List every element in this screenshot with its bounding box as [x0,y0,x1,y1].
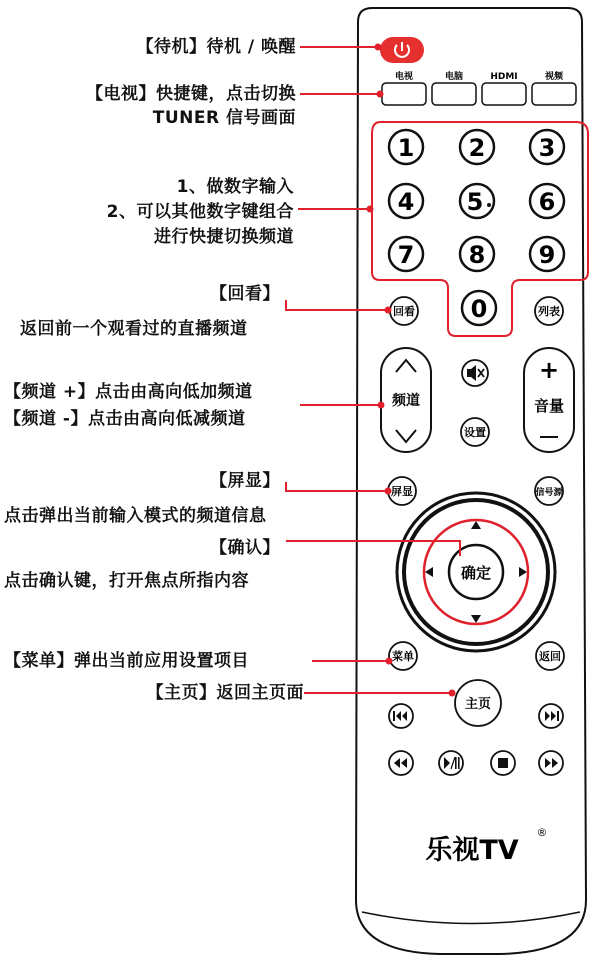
digit-button-2[interactable] [460,130,494,164]
mute-button[interactable] [462,360,488,386]
play-pause-button[interactable] [439,751,463,775]
svg-text:确定: 确定 [460,564,492,582]
home-button[interactable] [455,680,501,726]
svg-text:4: 4 [397,188,415,216]
channel-up-annotation: 【频道 +】点击由高向低加频道 [4,382,253,402]
video-key[interactable] [532,83,576,105]
svg-text:1: 1 [397,134,415,162]
ok-annotation-desc: 点击确认键，打开焦点所指内容 [4,571,249,591]
stop-icon [498,758,508,768]
ok-annotation: 【确认】 [210,538,280,558]
svg-text:主页: 主页 [464,697,492,712]
next-button[interactable] [539,704,563,728]
power-button[interactable] [380,37,424,63]
standby-annotation: 【待机】待机 / 唤醒 [136,37,296,57]
digit-button-0[interactable] [462,291,496,325]
volume-rocker[interactable] [524,348,574,452]
svg-text:3: 3 [538,134,556,162]
hdmi-key[interactable] [482,83,526,105]
digit-button-7[interactable] [389,237,423,271]
digit-button-4[interactable] [389,184,423,218]
replay-button[interactable] [390,297,418,325]
channel-label: 频道 [392,393,420,409]
tv-key-label: 电视 [394,72,414,82]
display-annotation: 【屏显】 [210,471,280,491]
rewind-button[interactable] [389,751,413,775]
svg-text:列表: 列表 [538,305,560,318]
digit-button-5[interactable] [460,184,494,218]
settings-button[interactable] [461,418,489,446]
home-annotation: 【主页】返回主页面 [146,683,304,703]
svg-text:0: 0 [470,295,488,323]
svg-text:菜单: 菜单 [392,650,414,663]
display-button[interactable] [388,477,416,505]
back-button[interactable] [536,642,564,670]
svg-text:8: 8 [468,241,486,269]
fast-forward-button[interactable] [539,751,563,775]
svg-text:信号源: 信号源 [535,488,563,498]
svg-text:6: 6 [538,188,556,216]
svg-text:5: 5 [466,188,484,216]
tv-key-annotation: 【电视】快捷键，点击切换 [86,84,296,104]
brand-logo: 乐视TV [425,835,519,866]
source-button[interactable] [535,477,563,505]
volume-label: 音量 [533,397,565,415]
list-button[interactable] [535,297,563,325]
ok-button[interactable] [449,545,503,599]
digit-button-6[interactable] [530,184,564,218]
hdmi-key-label: HDMI [490,72,518,82]
registered-mark: ® [536,826,548,839]
display-annotation-desc: 点击弹出当前输入模式的频道信息 [4,506,267,526]
digits-annotation-1: 1、做数字输入 [176,177,294,197]
digit-button-3[interactable] [530,130,564,164]
svg-text:2: 2 [468,134,486,162]
svg-text:屏显: 屏显 [391,485,413,498]
digit-button-9[interactable] [530,237,564,271]
tv-key[interactable] [382,83,426,105]
digit-button-1[interactable] [389,130,423,164]
replay-annotation: 【回看】 [210,284,280,304]
tv-key-annotation-desc: TUNER 信号画面 [152,108,296,128]
video-key-label: 视频 [544,72,564,82]
volume-plus: + [538,356,560,384]
stop-button[interactable] [491,751,515,775]
pc-key-label: 电脑 [444,72,464,82]
channel-rocker[interactable] [381,348,431,452]
pc-key[interactable] [432,83,476,105]
svg-text:返回: 返回 [539,650,561,663]
svg-text:设置: 设置 [464,426,486,439]
menu-button[interactable] [389,642,417,670]
replay-annotation-desc: 返回前一个观看过的直播频道 [20,319,248,339]
svg-text:7: 7 [397,241,415,269]
svg-text:回看: 回看 [393,305,415,318]
digit-button-8[interactable] [460,237,494,271]
digits-annotation-3: 进行快捷切换频道 [154,227,294,247]
prev-button[interactable] [389,704,413,728]
digits-annotation-2: 2、可以其他数字键组合 [106,202,294,222]
menu-annotation: 【菜单】弹出当前应用设置项目 [4,651,249,671]
svg-text:9: 9 [538,241,556,269]
channel-down-annotation: 【频道 -】点击由高向低减频道 [4,409,246,429]
